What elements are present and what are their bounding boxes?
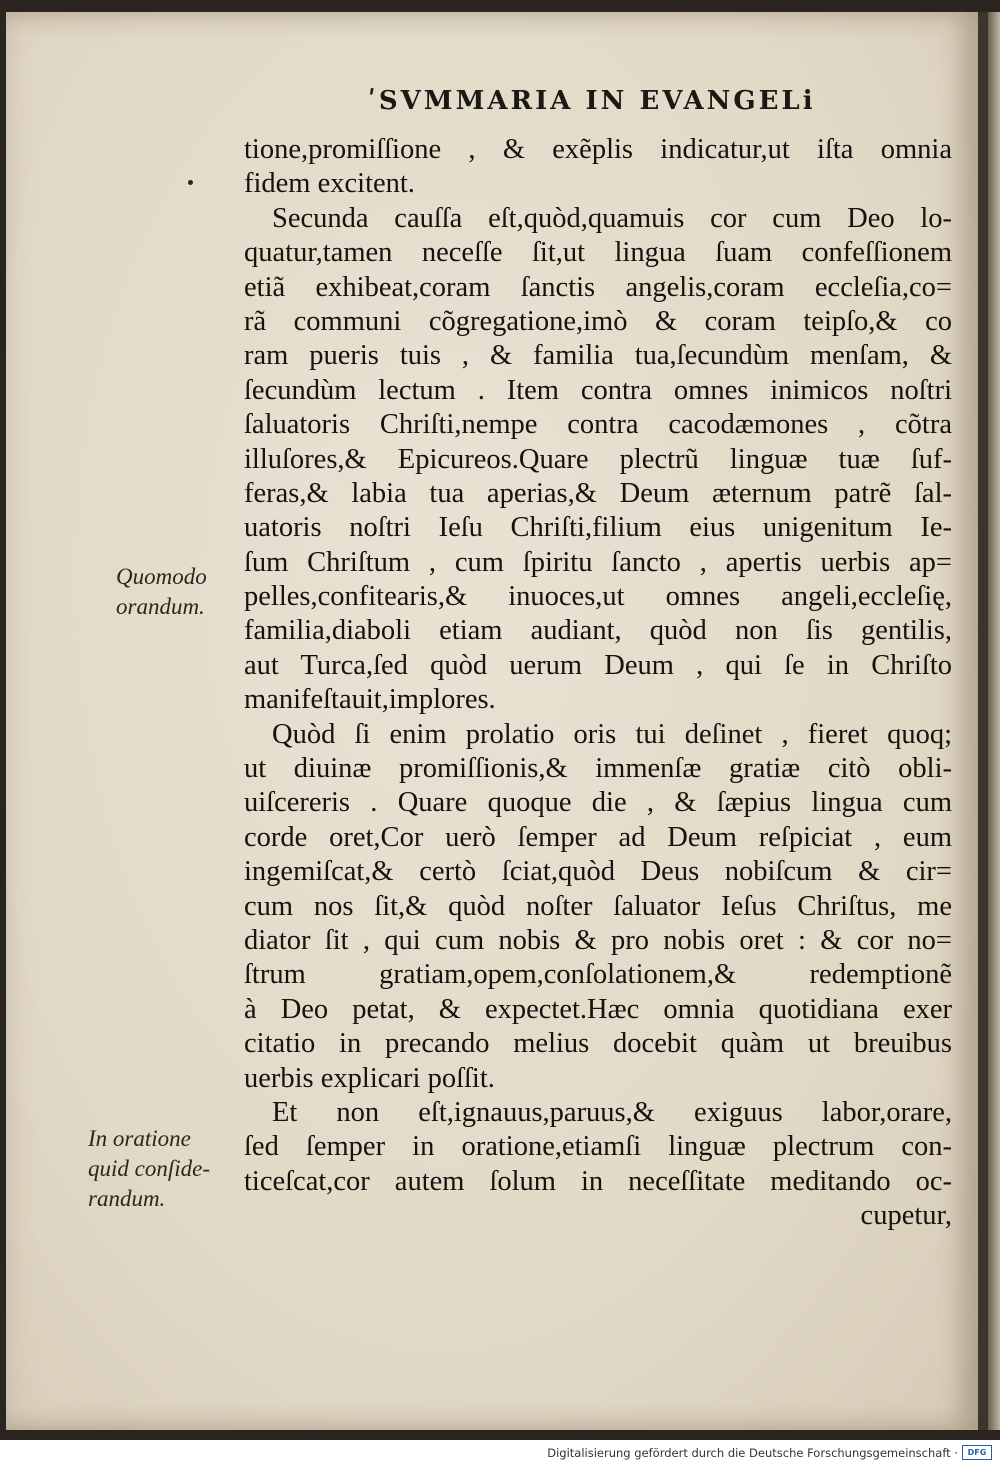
margin-dot: [188, 180, 193, 185]
text-line: ingemiſcat,& certò ſciat,quòd Deus nobiſcum & cir=: [244, 856, 952, 888]
text-line: cum nos ſit,& quòd noſter ſaluator Ieſus Chriſtus, me: [244, 890, 952, 922]
text-line: uiſcereris . Quare quoque die , & ſæpius lingua cum: [244, 787, 952, 819]
footer-credit: Digitalisierung gefördert durch die Deutsche Forschungsgemeinschaft ·: [547, 1446, 958, 1460]
text-line: cupetur,: [860, 1200, 952, 1232]
text-line: fidem excitent.: [244, 168, 415, 200]
text-line: quatur,tamen neceſſe ſit,ut lingua ſuam confeſſionem: [244, 237, 952, 269]
marginal-line: orandum.: [116, 594, 205, 619]
text-line: manifeſtauit,implores.: [244, 684, 496, 716]
page-edge: [988, 12, 1000, 1430]
text-line: feras,& labia tua aperias,& Deum æternum patrẽ ſal-: [244, 477, 952, 509]
text-line: ticeſcat,cor autem ſolum in neceſſitate meditando oc-: [244, 1165, 952, 1197]
text-line: à Deo petat, & expectet.Hæc omnia quotidiana exer: [244, 993, 952, 1025]
text-line: Quòd ſi enim prolatio oris tui deſinet , fieret quoq;: [272, 718, 952, 750]
text-line: ut diuinæ promiſſionis,& immenſæ gratiæ citò obli-: [244, 753, 952, 785]
text-line: ſaluatoris Chriſti,nempe contra cacodæmones , cõtra: [244, 409, 952, 441]
text-line: ſecundùm lectum . Item contra omnes inimicos noſtri: [244, 374, 952, 406]
text-line: rã communi cõgregatione,imò & coram teipſo,& co: [244, 305, 952, 337]
text-line: etiã exhibeat,coram ſanctis angelis,coram eccleſia,co=: [244, 271, 952, 303]
text-line: tione,promiſſione , & exẽplis indicatur,ut iſta omnia: [244, 134, 952, 165]
marginal-note-quomodo: [116, 562, 207, 622]
text-line: ram pueris tuis , & familia tua,ſecundùm menſam, &: [244, 340, 952, 372]
text-line: Et non eſt,ignauus,paruus,& exiguus labor,orare,: [272, 1096, 952, 1128]
marginal-line: quid conſide-: [88, 1156, 210, 1181]
text-line: ſed ſemper in oratione,etiamſi linguæ plectrum con-: [244, 1131, 952, 1163]
text-line: uatoris noſtri Ieſu Chriſti,filium eius unigenitum Ie-: [244, 512, 952, 544]
text-line: ſum Chriſtum , cum ſpiritu ſancto , apertis uerbis ap=: [244, 546, 952, 578]
marginal-note-in-oratione: [88, 1124, 210, 1214]
text-line: citatio in precando melius docebit quàm ut breuibus: [244, 1028, 952, 1060]
text-line: ſtrum gratiam,opem,conſolationem,& redemptionẽ: [244, 959, 952, 991]
running-head: ʹSVMMARIA IN EVANGELi: [368, 86, 816, 116]
text-line: Secunda cauſſa eſt,quòd,quamuis cor cum Deo lo-: [272, 202, 952, 234]
text-line: familia,diaboli etiam audiant, quòd non ſis gentilis,: [244, 615, 952, 647]
marginal-line: In oratione: [88, 1126, 191, 1151]
text-line: pelles,confitearis,& inuoces,ut omnes angeli,eccleſię,: [244, 581, 952, 613]
footer-bar: [0, 1440, 1000, 1465]
body-text: [244, 133, 952, 1234]
text-line: diator ſit , qui cum nobis & pro nobis oret : & cor no=: [244, 924, 952, 956]
text-line: illuſores,& Epicureos.Quare plectrũ linguæ tuæ ſuf-: [244, 443, 952, 475]
marginal-line: randum.: [88, 1186, 166, 1211]
text-line: corde oret,Cor uerò ſemper ad Deum reſpiciat , eum: [244, 821, 952, 853]
text-line: aut Turca,ſed quòd uerum Deum , qui ſe in Chriſto: [244, 649, 952, 681]
dfg-logo: DFG: [962, 1445, 992, 1460]
text-line: uerbis explicari poſſit.: [244, 1062, 495, 1094]
marginal-line: Quomodo: [116, 564, 207, 589]
